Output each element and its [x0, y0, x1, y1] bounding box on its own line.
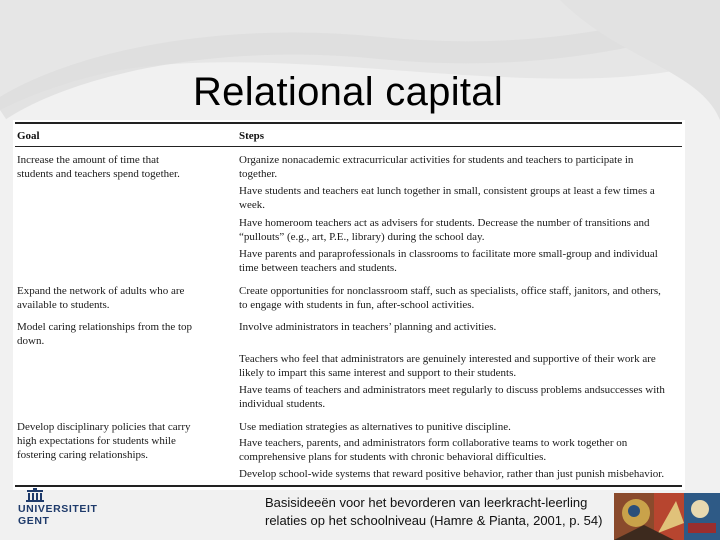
step-line: Have teams of teachers and administrators meet regularly to discuss problems andsuccesses with [239, 384, 665, 396]
goal-line: students and teachers spend together. [17, 168, 180, 180]
logo-line-1: UNIVERSITEIT [18, 503, 98, 515]
step-line: Have students and teachers eat lunch together in small, consistent groups at least a few times a [239, 185, 655, 197]
step-line: Have homeroom teachers act as advisers for students. Decrease the number of transitions and [239, 217, 650, 229]
goal-line: fostering caring relationships. [17, 449, 149, 461]
logo-line-2: GENT [18, 515, 50, 527]
university-logo-text [18, 503, 98, 527]
goal-line: Model caring relationships from the top [17, 321, 193, 333]
artwork-image [614, 493, 720, 540]
university-emblem-icon [24, 488, 46, 502]
goal-line: down. [17, 335, 45, 347]
step-line: likely to impart this same interest and support to their students. [239, 367, 517, 379]
step-line: week. [239, 199, 265, 211]
step-line: “pullouts” (e.g., art, P.E., library) during the school day. [239, 231, 485, 243]
table-top-rule [15, 122, 682, 124]
goal-line: high expectations for students while [17, 435, 176, 447]
step-line: together. [239, 168, 278, 180]
table-header-rule [15, 146, 682, 147]
goal-line: available to students. [17, 299, 110, 311]
goal-line: Increase the amount of time that [17, 154, 160, 166]
header-steps: Steps [239, 130, 265, 142]
goal-line: Develop disciplinary policies that carry [17, 421, 191, 433]
slide-title: Relational capital [193, 70, 504, 114]
step-line: Organize nonacademic extracurricular activities for students and teachers to participate in [239, 154, 634, 166]
step-line: to engage with students in fun, after-school activities. [239, 299, 475, 311]
step-line: Teachers who feel that administrators are genuinely interested and supportive of their work are [239, 353, 656, 365]
header-goal: Goal [17, 130, 40, 142]
step-line: Have teachers, parents, and administrators form collaborative teams to work together on [239, 437, 628, 449]
step-line: Use mediation strategies as alternatives to punitive discipline. [239, 421, 511, 433]
step-line: individual students. [239, 398, 326, 410]
university-logo [16, 488, 96, 540]
step-line: time between teachers and students. [239, 262, 397, 274]
step-line: Have parents and paraprofessionals in classrooms to facilitate more small-group and individual [239, 248, 658, 260]
table-bottom-rule [15, 485, 682, 487]
slide-caption: Basisideeën voor het bevorderen van leerkracht-leerling relaties op het schoolniveau (Hamre & Pianta, 2001, p. 54) [265, 495, 603, 528]
step-line: comprehensive plans for students with chronic behavioral difficulties. [239, 451, 547, 463]
step-line: Develop school-wide systems that reward positive behavior, rather than just punish misbehavior. [239, 468, 665, 480]
step-line: Create opportunities for nonclassroom staff, such as specialists, office staff, janitors, and others, [239, 285, 661, 297]
goal-line: Expand the network of adults who are [17, 285, 185, 297]
step-line: Involve administrators in teachers’ planning and activities. [239, 321, 497, 333]
